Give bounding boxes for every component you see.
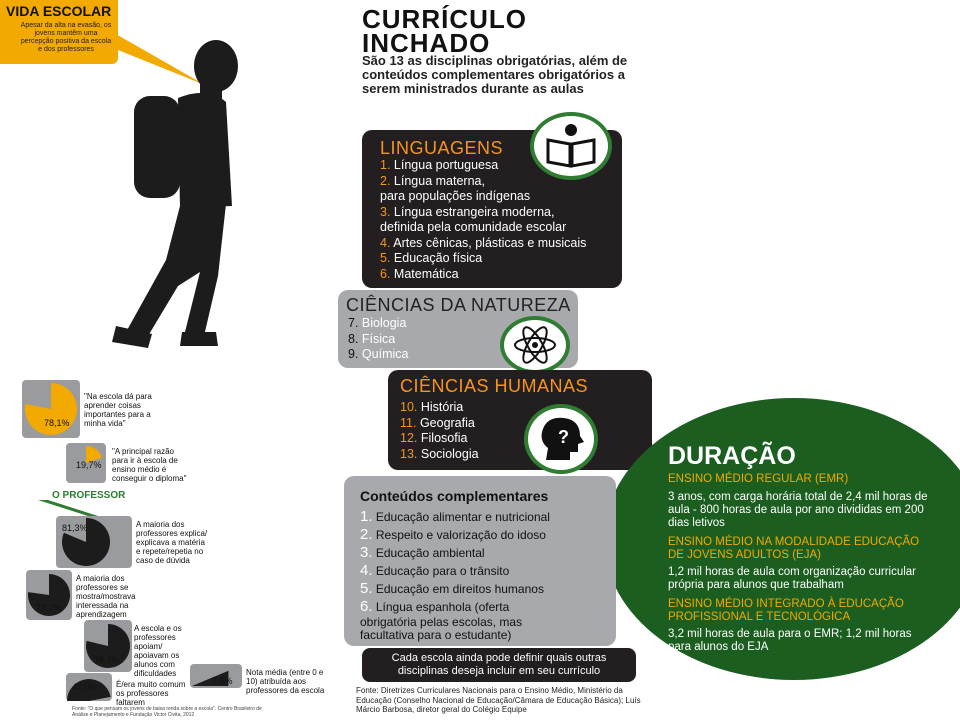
label-nota: Nota média (entre 0 e 10) atribuída aos professores da escola [246,668,325,695]
humanas-title: CIÊNCIAS HUMANAS [400,376,589,396]
complementares-footer-text: Cada escola ainda pode definir quais outras disciplinas deseja incluir em seu currículo [391,652,607,677]
pct-interessada: 77,2% [36,603,62,613]
list-item: 10. História [400,400,464,414]
list-item: 5. Educação física [380,251,483,265]
label-aprender: "Na escola dá para aprender coisas importantes para a minha vida" [84,392,152,428]
head-question-icon [524,404,598,474]
list-item: facultativa para o estudante) [360,628,512,642]
complementares-title: Conteúdos complementares [360,488,549,504]
page-subtitle: São 13 as disciplinas obrigatórias, além de conteúdos complementares obrigatórios a serem ministrados durante as aulas [362,53,628,96]
pct-diploma: 19,7% [76,460,102,470]
natureza-title: CIÊNCIAS DA NATUREZA [346,295,571,315]
list-item: 11. Geografia [400,415,475,430]
label-faltarem: É/era muito comum os professores faltarem [116,680,186,707]
integrado-text: 3,2 mil horas de aula para o EMR; 1,2 mil horas para alunos do EJA [668,628,912,653]
stats-source-note: Fonte: "O que pensam os jovens de baixa renda sobre a escola". Centro Brasileiro de Análise e Planejamento e Fundação Victor Civita, 2012 [72,706,262,718]
list-item: obrigatória pelas escolas, mas [360,615,523,629]
list-item: 5. Educação em direitos humanos [360,580,544,597]
list-item: definida pela comunidade escolar [380,220,567,234]
label-interessada: A maioria dos professores se mostra/mostrava interessada na aprendizagem [76,574,136,619]
svg-text:?: ? [558,427,569,447]
duracao-title: DURAÇÃO [668,442,796,470]
book-reader-icon [530,112,612,180]
list-item: 2. Respeito e valorização do idoso [360,526,546,543]
complementares-panel [344,476,616,646]
eja-title: ENSINO MÉDIO NA MODALIDADE EDUCAÇÃO DE JOVENS ADULTOS (EJA) [668,536,920,561]
list-item: 9. Química [348,347,409,361]
list-item: 13. Sociologia [400,446,479,461]
list-item: para populações indígenas [380,189,531,203]
professor-title: O PROFESSOR [52,490,126,501]
integrado-title: ENSINO MÉDIO INTEGRADO À EDUCAÇÃO PROFISSIONAL E TECNOLÓGICA [668,598,904,623]
pie-aprender [22,380,80,438]
natureza-list [348,316,508,363]
list-item: 4. Artes cênicas, plásticas e musicais [380,235,587,250]
list-item: 3. Língua estrangeira moderna, [380,204,555,219]
list-item: 3. Educação ambiental [360,544,485,561]
list-item: 6. Língua espanhola (oferta [360,598,510,615]
pct-apoiam: 78,7% [94,655,120,665]
source-note: Fonte: Diretrizes Curriculares Nacionais para o Ensino Médio, Ministério da Educação (Conselho Nacional de Educação/Câmara de Educação Básica); Luís Márcio Barbosa, diretor geral do Colégio Equipe [356,686,641,714]
list-item: 1. Educação alimentar e nutricional [360,508,550,525]
emr-text: 3 anos, com carga horária total de 2,4 mil horas de aula - 800 horas de aula por ano divididas em 200 dias letivos [668,491,928,529]
label-diploma: "A principal razão para ir à escola de ensino médio é conseguir o diploma" [112,447,187,483]
humanas-panel [388,370,652,470]
emr-title: ENSINO MÉDIO REGULAR (EMR) [668,473,849,485]
list-item: 4. Educação para o trânsito [360,562,510,579]
list-item: 12. Filosofia [400,431,468,445]
eja-text: 1,2 mil horas de aula com organização curricular própria para alunos que trabalham [668,566,917,591]
page-title-line2: INCHADO [362,28,491,58]
atom-icon [500,316,570,374]
complementares-list [360,508,610,642]
label-apoiam: A escola e os professores apoiam/ apoiavam os alunos com dificuldades [134,624,182,678]
list-item: 6. Matemática [380,266,459,281]
list-item: 2. Língua materna, [380,173,485,188]
vida-escolar-text: Apesar da alta na evasão, os jovens mantêm uma percepção positiva da escola e dos professores [20,22,112,53]
list-item: 7. Biologia [348,316,407,330]
pct-explica: 81,3% [62,523,88,533]
list-item: 1. Língua portuguesa [380,158,499,172]
pct-aprender: 78,1% [44,418,70,428]
linguagens-title: LINGUAGENS [380,138,504,158]
label-explica: A maioria dos professores explica/ explicava a matéria e repete/repetia no caso de dúvida [136,520,208,565]
page-title-line1: CURRÍCULO [362,4,527,34]
vida-escolar-title: VIDA ESCOLAR [6,3,112,19]
list-item: 8. Física [348,331,396,346]
complementares-footer [362,648,636,682]
pct-faltarem: 47,0% [72,682,98,692]
pct-nota: 7,6% [212,676,233,686]
student-silhouette [108,36,268,386]
